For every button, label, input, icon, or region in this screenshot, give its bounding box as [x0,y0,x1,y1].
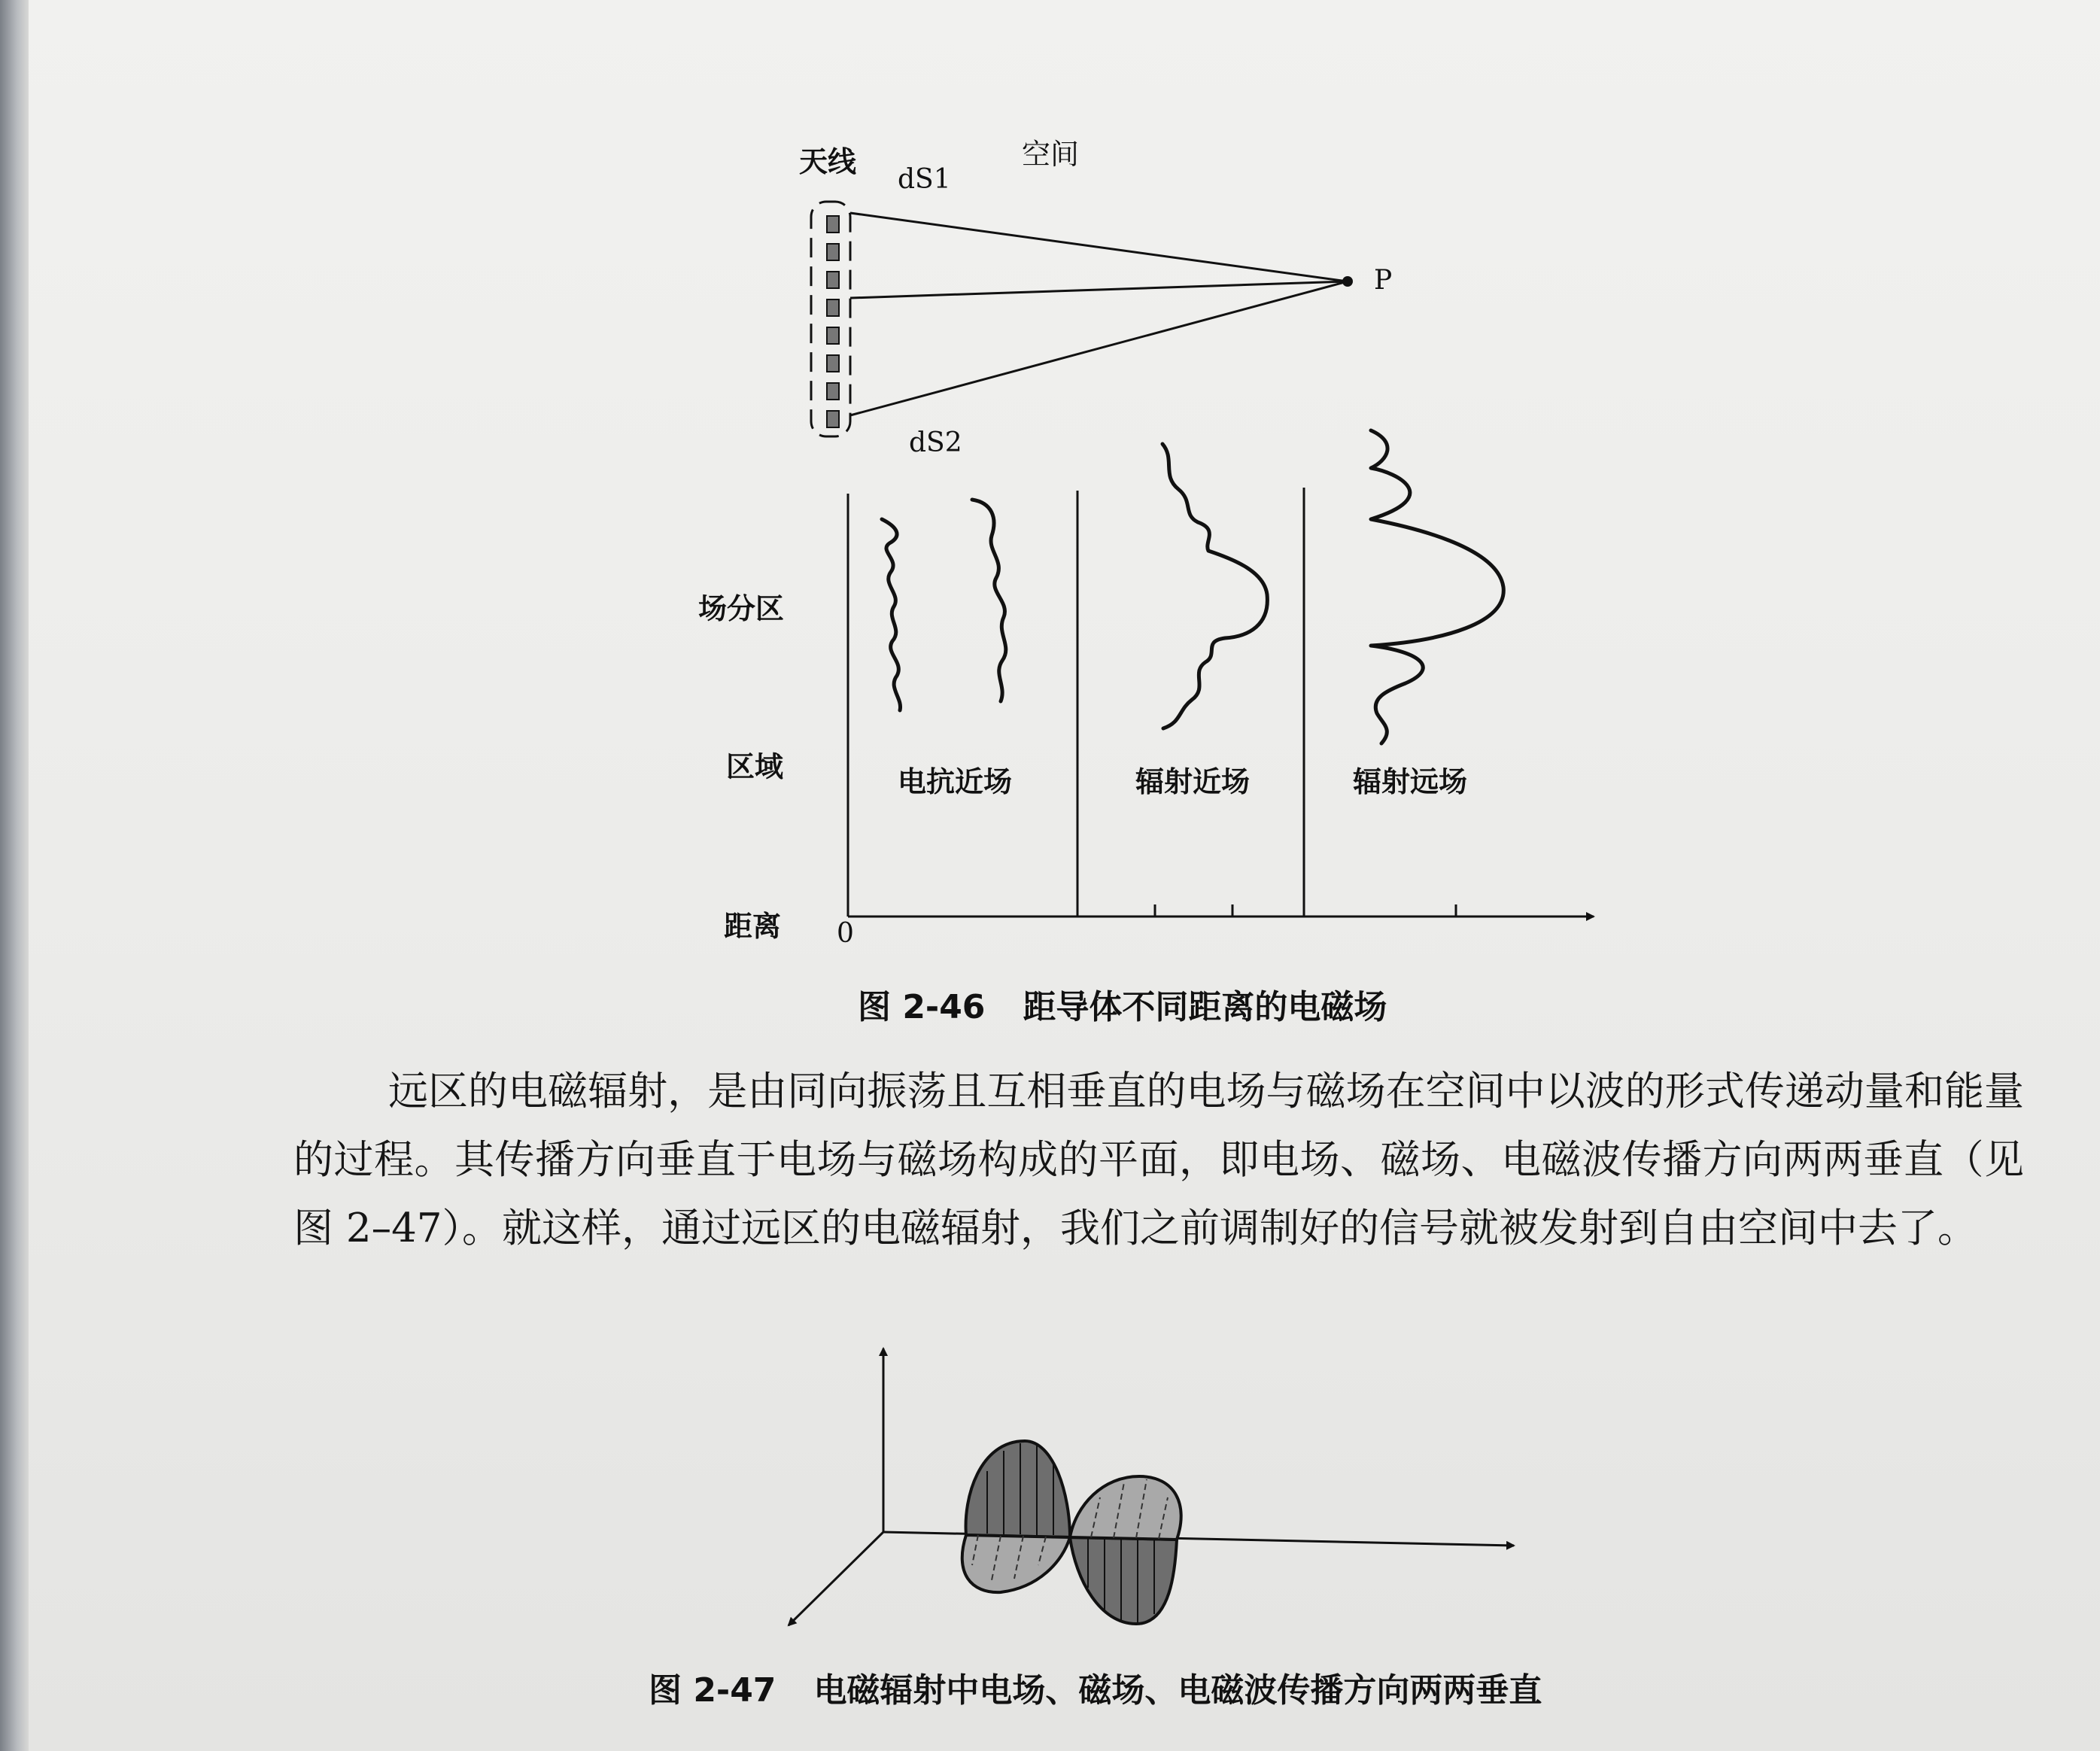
figure-2-46-title: 距导体不同距离的电磁场 [1023,988,1387,1026]
origin-label: 0 [837,918,854,949]
region-label: 区域 [726,750,784,783]
figure-2-47-caption [649,1663,1542,1711]
figure-2-47-title: 电磁辐射中电场、磁场、电磁波传播方向两两垂直 [813,1671,1542,1710]
distance-label: 距离 [724,910,782,943]
figure-2-46-number: 图 2-46 [858,988,986,1026]
body-paragraph: 远区的电磁辐射，是由同向振荡且互相垂直的电场与磁场在空间中以波的形式传递动量和能量的过程。其传播方向垂直于电场与磁场构成的平面，即电场、磁场、电磁波传播方向两两垂直（见图 2–47）。就这样，通过远区的电磁辐射，我们之前调制好的信号就被发射到自由空间中去了。 [293,1069,2024,1251]
ray-lines [850,213,1348,415]
space-label: 空间 [1022,138,1080,171]
point-p-label: P [1374,265,1393,296]
ds2-label: dS2 [909,427,962,458]
figure-2-46-caption [858,980,1387,1028]
region-reactive-near-field: 电抗近场 [898,765,1013,798]
region-radiating-far-field: 辐射远场 [1353,765,1468,798]
antenna-array [811,202,850,436]
distance-axis [848,488,1594,917]
region-radiating-near-field: 辐射近场 [1135,765,1251,798]
field-wave-sketches [882,430,1503,743]
point-p-dot [1342,276,1353,287]
antenna-label: 天线 [799,145,857,178]
ds1-label: dS1 [898,164,951,195]
figure-2-47 [789,1348,1514,1625]
field-partition-label: 场分区 [698,592,785,625]
figure-2-47-number: 图 2-47 [649,1671,776,1710]
